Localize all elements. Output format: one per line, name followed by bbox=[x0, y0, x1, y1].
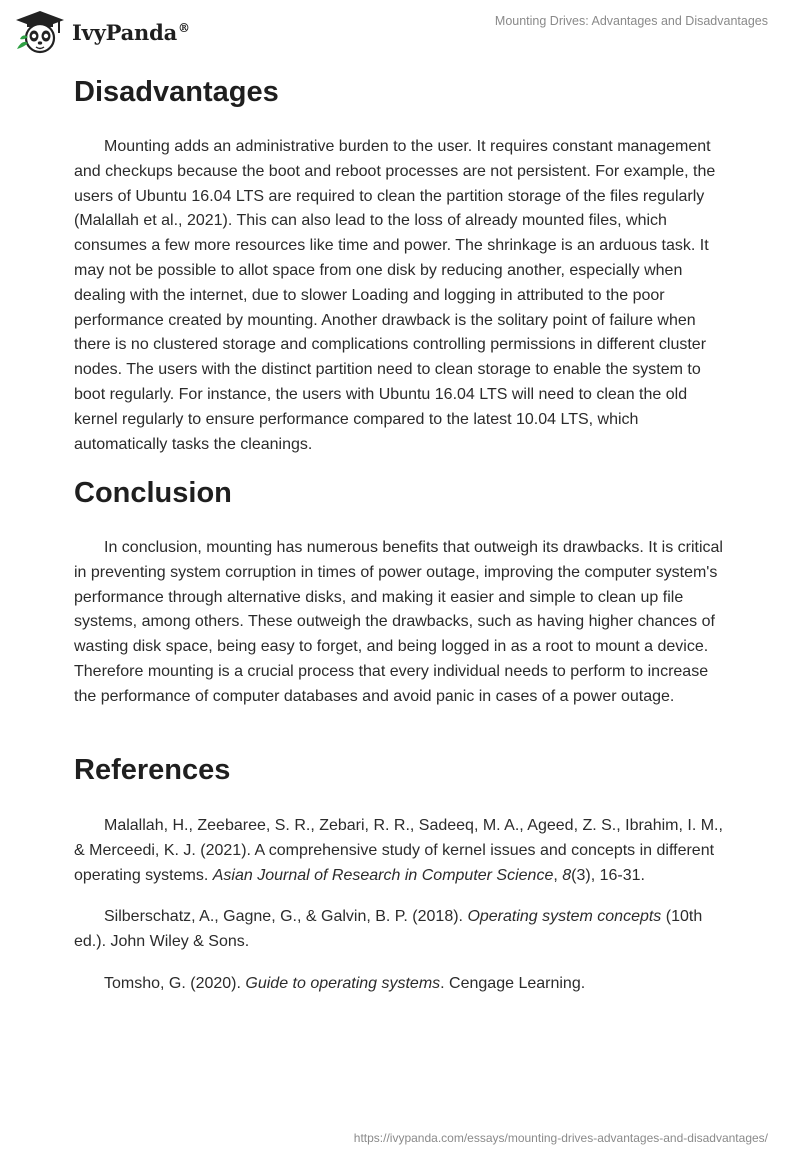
reference-item: Malallah, H., Zeebaree, S. R., Zebari, R. R., Sadeeq, M. A., Ageed, Z. S., Ibrahim, I. M., & Merceedi, K. J. (2021). A comprehensive study of kernel issues and concepts in different operating systems. Asian Journal of Research in Computer Science, 8(3), 16-31. bbox=[74, 817, 723, 884]
paragraph-disadvantages: Mounting adds an administrative burden to the user. It requires constant management and checkups because the boot and reboot processes are not persistent. For example, the users of Ubuntu 16.04 LTS are required to clean the partition storage of the files regularly (Malallah et al., 2021). This can also lead to the loss of already mounted files, which consumes a few more resources like time and power. The shrinkage is an arduous task. It may not be possible to allot space from one disk by reducing another, especially when dealing with the internet, due to slower Loading and logging in attributed to the poor performance created by mounting. Another drawback is the solitary point of failure when there is no clustered storage and complications controlling permissions in different cluster nodes. The users with the distinct partition need to clean storage to enable the system to boot regularly. For instance, the users with Ubuntu 16.04 LTS will need to clean the old kernel regularly to ensure performance compared to the latest 10.04 LTS, which automatically tasks the cleanings. bbox=[74, 138, 716, 453]
reference-item: Silberschatz, A., Gagne, G., & Galvin, B. P. (2018). Operating system concepts (10th ed.). John Wiley & Sons. bbox=[74, 908, 703, 951]
section-references bbox=[74, 753, 730, 997]
heading-references: References bbox=[74, 754, 231, 786]
document-title: Mounting Drives: Advantages and Disadvantages bbox=[494, 14, 768, 28]
reference-item: Tomsho, G. (2020). Guide to operating systems. Cengage Learning. bbox=[104, 974, 586, 992]
panda-mascot-icon bbox=[14, 9, 66, 55]
section-disadvantages bbox=[74, 75, 730, 457]
source-url-link[interactable]: https://ivypanda.com/essays/mounting-drives-advantages-and-disadvantages/ bbox=[353, 1131, 768, 1145]
ivypanda-logo[interactable] bbox=[14, 9, 190, 55]
paragraph-conclusion: In conclusion, mounting has numerous benefits that outweigh its drawbacks. It is critical in preventing system corruption in times of power outage, improving the computer system's performance through alternative disks, and making it easier and simple to clean up file systems, among others. These outweigh the drawbacks, such as having higher chances of wasting disk space, being easy to forget, and being logged in as a root to mount a device. Therefore mounting is a crucial process that every individual needs to perform to increase the performance of computer databases and avoid panic in cases of a power outage. bbox=[74, 539, 723, 705]
brand-name: IvyPanda® bbox=[72, 19, 190, 45]
heading-conclusion: Conclusion bbox=[74, 477, 232, 509]
heading-disadvantages: Disadvantages bbox=[74, 76, 279, 108]
section-conclusion bbox=[74, 476, 730, 710]
